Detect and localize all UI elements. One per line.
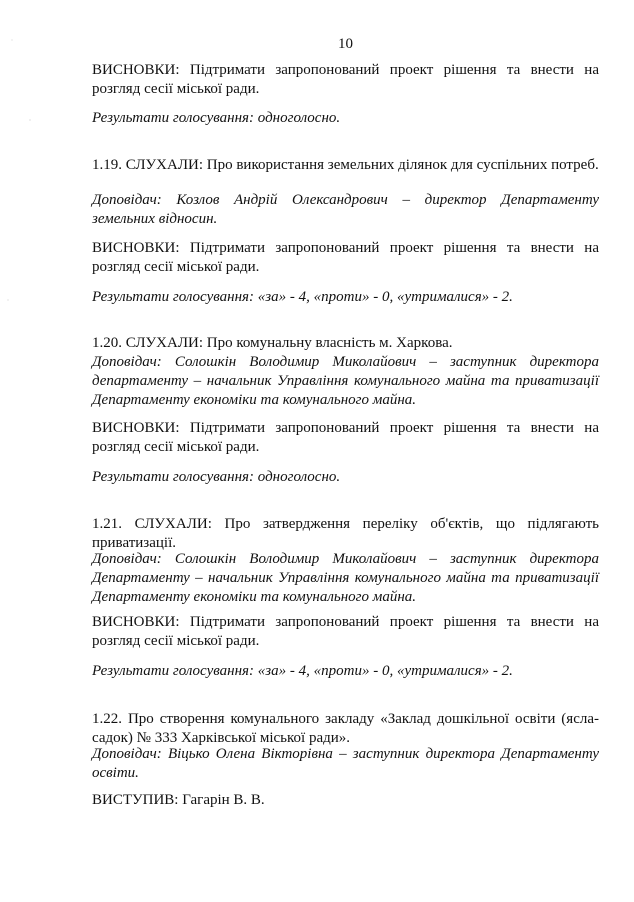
agenda-item-1-22: 1.22. Про створення комунального закладу «Заклад дошкільної освіти (ясла-садок) № 333 Харківської міської ради». [92,711,599,746]
speaker-statement: ВИСТУПИВ: Гагарін В. В. [92,792,265,808]
speaker-1-20: Доповідач: Солошкін Володимир Миколайович – заступник директора департаменту – начальник Управління комунального майна та приватизації Департаменту економіки та комунального майна. [92,354,599,408]
agenda-item-1-20: 1.20. СЛУХАЛИ: Про комунальну власність м. Харкова. [92,335,453,351]
conclusion-paragraph: ВИСНОВКИ: Підтримати запропонований проект рішення та внести на розгляд сесії міської ради. [92,420,599,455]
speaker-1-22: Доповідач: Віцько Олена Вікторівна – заступник директора Департаменту освіти. [92,746,599,781]
vote-result: Результати голосування: одноголосно. [92,110,341,126]
speaker-1-19: Доповідач: Козлов Андрій Олександрович – директор Департаменту земельних відносин. [92,192,599,227]
conclusion-paragraph: ВИСНОВКИ: Підтримати запропонований проект рішення та внести на розгляд сесії міської ради. [92,62,599,97]
vote-result: Результати голосування: «за» - 4, «проти» - 0, «утрималися» - 2. [92,289,513,305]
vote-result: Результати голосування: одноголосно. [92,469,341,485]
conclusion-paragraph: ВИСНОВКИ: Підтримати запропонований проект рішення та внести на розгляд сесії міської ради. [92,240,599,275]
conclusion-paragraph: ВИСНОВКИ: Підтримати запропонований проект рішення та внести на розгляд сесії міської ради. [92,614,599,649]
page-number: 10 [338,36,353,52]
speaker-1-21: Доповідач: Солошкін Володимир Миколайович – заступник директора Департаменту – начальник Управління комунального майна та приватизації Департаменту економіки та комунального майна. [92,551,599,605]
vote-result: Результати голосування: «за» - 4, «проти» - 0, «утрималися» - 2. [92,663,513,679]
agenda-item-1-19: 1.19. СЛУХАЛИ: Про використання земельних ділянок для суспільних потреб. [92,157,599,173]
agenda-item-1-21: 1.21. СЛУХАЛИ: Про затвердження переліку об'єктів, що підлягають приватизації. [92,516,599,551]
scan-margin-noise [0,0,60,902]
